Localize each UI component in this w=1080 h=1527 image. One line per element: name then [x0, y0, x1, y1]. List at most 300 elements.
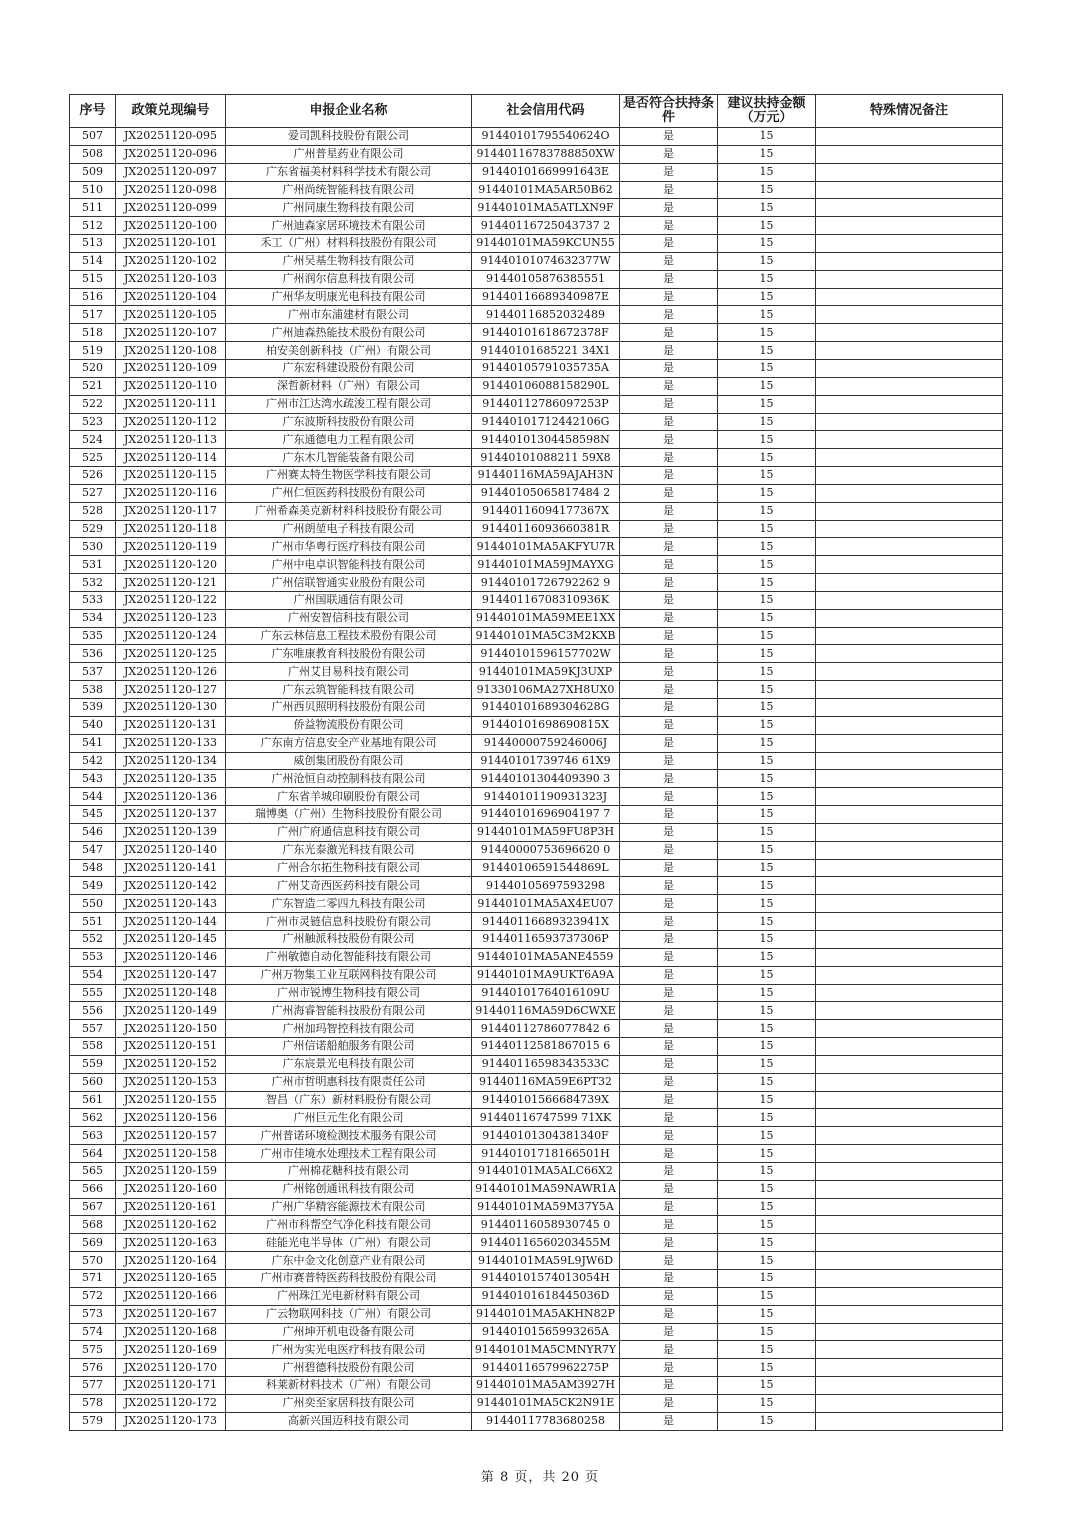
- table-row: [70, 1002, 1003, 1020]
- cell-company: 广州市江达湾水疏浚工程有限公司: [226, 395, 472, 413]
- cell-policy-code: JX20251120-143: [116, 895, 226, 913]
- cell-remark: [816, 1341, 1003, 1359]
- table-row: [70, 324, 1003, 342]
- cell-credit-code: 91440101MA59MEE1XX: [472, 609, 620, 627]
- cell-credit-code: 91440101696904197 7: [472, 806, 620, 824]
- cell-company: 广州沧恒自动控制科技有限公司: [226, 770, 472, 788]
- cell-remark: [816, 377, 1003, 395]
- cell-eligible: 是: [620, 502, 718, 520]
- cell-amount: 15: [718, 966, 816, 984]
- cell-credit-code: 91440101574013054H: [472, 1270, 620, 1288]
- cell-credit-code: 91330106MA27XH8UX0: [472, 681, 620, 699]
- cell-eligible: 是: [620, 645, 718, 663]
- cell-company: 科莱新材料技术（广州）有限公司: [226, 1377, 472, 1395]
- cell-remark: [816, 1091, 1003, 1109]
- table-row: [70, 1412, 1003, 1430]
- cell-amount: 15: [718, 1216, 816, 1234]
- cell-company: 广东波斯科技股份有限公司: [226, 413, 472, 431]
- cell-eligible: 是: [620, 324, 718, 342]
- cell-no: 578: [70, 1394, 116, 1412]
- header-eligible: 是否符合扶持条件: [620, 95, 718, 128]
- cell-eligible: 是: [620, 591, 718, 609]
- cell-no: 536: [70, 645, 116, 663]
- cell-eligible: 是: [620, 1252, 718, 1270]
- cell-amount: 15: [718, 823, 816, 841]
- table-row: [70, 502, 1003, 520]
- cell-remark: [816, 128, 1003, 146]
- cell-company: 柏安美创新科技（广州）有限公司: [226, 342, 472, 360]
- cell-policy-code: JX20251120-097: [116, 163, 226, 181]
- cell-no: 570: [70, 1252, 116, 1270]
- table-row: [70, 788, 1003, 806]
- table-row: [70, 1055, 1003, 1073]
- cell-eligible: 是: [620, 128, 718, 146]
- cell-remark: [816, 663, 1003, 681]
- cell-policy-code: JX20251120-173: [116, 1412, 226, 1430]
- cell-policy-code: JX20251120-100: [116, 217, 226, 235]
- cell-credit-code: 91440101MA5ANE4559: [472, 948, 620, 966]
- cell-amount: 15: [718, 1305, 816, 1323]
- cell-no: 573: [70, 1305, 116, 1323]
- cell-company: 广州艾奇西医药科技有限公司: [226, 877, 472, 895]
- cell-policy-code: JX20251120-133: [116, 734, 226, 752]
- table-row: [70, 467, 1003, 485]
- cell-company: 广东木几智能装备有限公司: [226, 449, 472, 467]
- cell-amount: 15: [718, 1198, 816, 1216]
- cell-credit-code: 91440101739746 61X9: [472, 752, 620, 770]
- cell-remark: [816, 1038, 1003, 1056]
- cell-company: 广州棉花糖科技有限公司: [226, 1162, 472, 1180]
- cell-no: 574: [70, 1323, 116, 1341]
- table-row: [70, 734, 1003, 752]
- cell-credit-code: 91440101669991643E: [472, 163, 620, 181]
- cell-credit-code: 91440116560203455M: [472, 1234, 620, 1252]
- table-row: [70, 1234, 1003, 1252]
- cell-policy-code: JX20251120-135: [116, 770, 226, 788]
- cell-eligible: 是: [620, 966, 718, 984]
- cell-credit-code: 91440106088158290L: [472, 377, 620, 395]
- table-row: [70, 895, 1003, 913]
- cell-amount: 15: [718, 1109, 816, 1127]
- cell-remark: [816, 752, 1003, 770]
- cell-no: 519: [70, 342, 116, 360]
- cell-remark: [816, 1055, 1003, 1073]
- table-row: [70, 1394, 1003, 1412]
- cell-policy-code: JX20251120-162: [116, 1216, 226, 1234]
- cell-policy-code: JX20251120-166: [116, 1287, 226, 1305]
- table-row: [70, 1091, 1003, 1109]
- cell-company: 广东中金文化创意产业有限公司: [226, 1252, 472, 1270]
- cell-no: 579: [70, 1412, 116, 1430]
- cell-no: 543: [70, 770, 116, 788]
- cell-no: 514: [70, 252, 116, 270]
- cell-remark: [816, 1180, 1003, 1198]
- cell-amount: 15: [718, 930, 816, 948]
- cell-remark: [816, 734, 1003, 752]
- cell-credit-code: 91440101MA59M37Y5A: [472, 1198, 620, 1216]
- table-row: [70, 252, 1003, 270]
- cell-eligible: 是: [620, 1127, 718, 1145]
- cell-amount: 15: [718, 948, 816, 966]
- table-row: [70, 163, 1003, 181]
- cell-amount: 15: [718, 574, 816, 592]
- cell-remark: [816, 1020, 1003, 1038]
- cell-no: 535: [70, 627, 116, 645]
- cell-company: 广州仁恒医药科技股份有限公司: [226, 484, 472, 502]
- cell-policy-code: JX20251120-147: [116, 966, 226, 984]
- table-row: [70, 199, 1003, 217]
- cell-remark: [816, 591, 1003, 609]
- cell-company: 广州市科帮空气净化科技有限公司: [226, 1216, 472, 1234]
- cell-eligible: 是: [620, 913, 718, 931]
- cell-no: 553: [70, 948, 116, 966]
- cell-no: 540: [70, 716, 116, 734]
- cell-credit-code: 91440116579962275P: [472, 1359, 620, 1377]
- cell-amount: 15: [718, 841, 816, 859]
- table-row: [70, 484, 1003, 502]
- cell-no: 572: [70, 1287, 116, 1305]
- cell-company: 广东智造二零四九科技有限公司: [226, 895, 472, 913]
- cell-no: 525: [70, 449, 116, 467]
- cell-policy-code: JX20251120-168: [116, 1323, 226, 1341]
- cell-remark: [816, 841, 1003, 859]
- cell-no: 529: [70, 520, 116, 538]
- cell-policy-code: JX20251120-127: [116, 681, 226, 699]
- cell-company: 广东通德电力工程有限公司: [226, 431, 472, 449]
- cell-policy-code: JX20251120-121: [116, 574, 226, 592]
- cell-no: 511: [70, 199, 116, 217]
- cell-eligible: 是: [620, 413, 718, 431]
- cell-remark: [816, 1234, 1003, 1252]
- table-header-row: [70, 95, 1003, 128]
- cell-no: 549: [70, 877, 116, 895]
- cell-amount: 15: [718, 699, 816, 717]
- cell-policy-code: JX20251120-159: [116, 1162, 226, 1180]
- table-row: [70, 1109, 1003, 1127]
- cell-remark: [816, 1127, 1003, 1145]
- cell-company: 广州赛太特生物医学科技有限公司: [226, 467, 472, 485]
- cell-no: 533: [70, 591, 116, 609]
- cell-company: 广州市赛普特医药科技股份有限公司: [226, 1270, 472, 1288]
- cell-no: 577: [70, 1377, 116, 1395]
- cell-amount: 15: [718, 895, 816, 913]
- cell-policy-code: JX20251120-151: [116, 1038, 226, 1056]
- cell-credit-code: 91440101MA59NAWR1A: [472, 1180, 620, 1198]
- cell-policy-code: JX20251120-114: [116, 449, 226, 467]
- cell-policy-code: JX20251120-163: [116, 1234, 226, 1252]
- cell-amount: 15: [718, 538, 816, 556]
- header-credit-code: 社会信用代码: [472, 95, 620, 128]
- cell-credit-code: 91440101088211 59X8: [472, 449, 620, 467]
- cell-amount: 15: [718, 788, 816, 806]
- cell-no: 513: [70, 235, 116, 253]
- table-row: [70, 538, 1003, 556]
- cell-company: 广州希森美克新材料科技股份有限公司: [226, 502, 472, 520]
- cell-company: 广州同康生物科技有限公司: [226, 199, 472, 217]
- cell-no: 538: [70, 681, 116, 699]
- cell-eligible: 是: [620, 1038, 718, 1056]
- cell-amount: 15: [718, 145, 816, 163]
- cell-credit-code: 91440101689304628G: [472, 699, 620, 717]
- cell-amount: 15: [718, 1055, 816, 1073]
- cell-policy-code: JX20251120-136: [116, 788, 226, 806]
- cell-policy-code: JX20251120-145: [116, 930, 226, 948]
- cell-amount: 15: [718, 984, 816, 1002]
- cell-amount: 15: [718, 413, 816, 431]
- cell-credit-code: 91440101565993265A: [472, 1323, 620, 1341]
- cell-amount: 15: [718, 1394, 816, 1412]
- table-row: [70, 217, 1003, 235]
- cell-eligible: 是: [620, 734, 718, 752]
- cell-eligible: 是: [620, 306, 718, 324]
- cell-eligible: 是: [620, 1341, 718, 1359]
- cell-company: 硅能光电半导体（广州）有限公司: [226, 1234, 472, 1252]
- cell-remark: [816, 449, 1003, 467]
- cell-no: 561: [70, 1091, 116, 1109]
- cell-company: 广州市佳境水处理技术工程有限公司: [226, 1145, 472, 1163]
- cell-credit-code: 91440101MA9UKT6A9A: [472, 966, 620, 984]
- header-amount: 建议扶持金额（万元）: [718, 95, 816, 128]
- cell-amount: 15: [718, 770, 816, 788]
- cell-policy-code: JX20251120-170: [116, 1359, 226, 1377]
- cell-remark: [816, 966, 1003, 984]
- cell-company: 侨益物流股份有限公司: [226, 716, 472, 734]
- cell-remark: [816, 1002, 1003, 1020]
- cell-no: 509: [70, 163, 116, 181]
- cell-eligible: 是: [620, 1002, 718, 1020]
- cell-credit-code: 91440101MA59L9JW6D: [472, 1252, 620, 1270]
- cell-policy-code: JX20251120-150: [116, 1020, 226, 1038]
- cell-eligible: 是: [620, 1180, 718, 1198]
- cell-company: 广州为实光电医疗科技有限公司: [226, 1341, 472, 1359]
- cell-no: 550: [70, 895, 116, 913]
- cell-remark: [816, 484, 1003, 502]
- cell-no: 548: [70, 859, 116, 877]
- cell-company: 广州敏德自动化智能科技有限公司: [226, 948, 472, 966]
- cell-no: 542: [70, 752, 116, 770]
- cell-amount: 15: [718, 1127, 816, 1145]
- cell-policy-code: JX20251120-112: [116, 413, 226, 431]
- cell-credit-code: 91440116747599 71XK: [472, 1109, 620, 1127]
- cell-amount: 15: [718, 1359, 816, 1377]
- cell-company: 广州加玛智控科技有限公司: [226, 1020, 472, 1038]
- cell-policy-code: JX20251120-124: [116, 627, 226, 645]
- cell-no: 558: [70, 1038, 116, 1056]
- cell-policy-code: JX20251120-148: [116, 984, 226, 1002]
- cell-policy-code: JX20251120-144: [116, 913, 226, 931]
- cell-remark: [816, 538, 1003, 556]
- cell-credit-code: 91440112581867015 6: [472, 1038, 620, 1056]
- cell-credit-code: 91440101685221 34X1: [472, 342, 620, 360]
- cell-eligible: 是: [620, 948, 718, 966]
- cell-remark: [816, 217, 1003, 235]
- cell-amount: 15: [718, 306, 816, 324]
- cell-eligible: 是: [620, 359, 718, 377]
- cell-eligible: 是: [620, 377, 718, 395]
- cell-company: 广州市东浦建材有限公司: [226, 306, 472, 324]
- table-row: [70, 1145, 1003, 1163]
- cell-policy-code: JX20251120-160: [116, 1180, 226, 1198]
- cell-company: 广州信联智通实业股份有限公司: [226, 574, 472, 592]
- cell-company: 广州碧德科技股份有限公司: [226, 1359, 472, 1377]
- cell-remark: [816, 1073, 1003, 1091]
- table-row: [70, 574, 1003, 592]
- cell-amount: 15: [718, 1162, 816, 1180]
- cell-remark: [816, 823, 1003, 841]
- cell-eligible: 是: [620, 1394, 718, 1412]
- cell-remark: [816, 1198, 1003, 1216]
- cell-amount: 15: [718, 556, 816, 574]
- table-row: [70, 128, 1003, 146]
- table-row: [70, 859, 1003, 877]
- cell-eligible: 是: [620, 841, 718, 859]
- cell-eligible: 是: [620, 484, 718, 502]
- cell-credit-code: 91440116593737306P: [472, 930, 620, 948]
- cell-company: 广州吴基生物科技有限公司: [226, 252, 472, 270]
- page-footer: 第 8 页，共 20 页: [480, 1470, 600, 1485]
- cell-amount: 15: [718, 1323, 816, 1341]
- cell-policy-code: JX20251120-140: [116, 841, 226, 859]
- cell-credit-code: 91440116783788850XW: [472, 145, 620, 163]
- cell-credit-code: 91440116725043737 2: [472, 217, 620, 235]
- cell-policy-code: JX20251120-113: [116, 431, 226, 449]
- cell-no: 530: [70, 538, 116, 556]
- cell-no: 576: [70, 1359, 116, 1377]
- cell-amount: 15: [718, 734, 816, 752]
- cell-credit-code: 91440101726792262 9: [472, 574, 620, 592]
- cell-remark: [816, 324, 1003, 342]
- cell-company: 广东云筑智能科技有限公司: [226, 681, 472, 699]
- cell-no: 534: [70, 609, 116, 627]
- cell-policy-code: JX20251120-130: [116, 699, 226, 717]
- cell-credit-code: 91440101795540624O: [472, 128, 620, 146]
- cell-no: 575: [70, 1341, 116, 1359]
- cell-amount: 15: [718, 484, 816, 502]
- cell-remark: [816, 699, 1003, 717]
- cell-eligible: 是: [620, 699, 718, 717]
- cell-remark: [816, 1359, 1003, 1377]
- cell-eligible: 是: [620, 877, 718, 895]
- cell-policy-code: JX20251120-123: [116, 609, 226, 627]
- cell-policy-code: JX20251120-107: [116, 324, 226, 342]
- cell-eligible: 是: [620, 806, 718, 824]
- cell-company: 广云物联网科技（广州）有限公司: [226, 1305, 472, 1323]
- cell-credit-code: 91440101566684739X: [472, 1091, 620, 1109]
- cell-remark: [816, 199, 1003, 217]
- table-row: [70, 806, 1003, 824]
- cell-remark: [816, 520, 1003, 538]
- cell-company: 广州珠江光电新材料有限公司: [226, 1287, 472, 1305]
- cell-company: 广州朗堃电子科技有限公司: [226, 520, 472, 538]
- cell-remark: [816, 645, 1003, 663]
- cell-policy-code: JX20251120-118: [116, 520, 226, 538]
- cell-remark: [816, 681, 1003, 699]
- header-remark: 特殊情况备注: [816, 95, 1003, 128]
- cell-amount: 15: [718, 217, 816, 235]
- cell-company: 广州普星药业有限公司: [226, 145, 472, 163]
- cell-amount: 15: [718, 199, 816, 217]
- cell-remark: [816, 1162, 1003, 1180]
- cell-company: 广州铭创通讯科技有限公司: [226, 1180, 472, 1198]
- cell-no: 552: [70, 930, 116, 948]
- cell-eligible: 是: [620, 1216, 718, 1234]
- cell-policy-code: JX20251120-157: [116, 1127, 226, 1145]
- cell-no: 560: [70, 1073, 116, 1091]
- cell-policy-code: JX20251120-115: [116, 467, 226, 485]
- cell-remark: [816, 1305, 1003, 1323]
- table-row: [70, 663, 1003, 681]
- cell-eligible: 是: [620, 1359, 718, 1377]
- cell-credit-code: 91440101MA59KCUN55: [472, 235, 620, 253]
- table-row: [70, 449, 1003, 467]
- cell-no: 547: [70, 841, 116, 859]
- cell-credit-code: 91440101MA5AR50B62: [472, 181, 620, 199]
- table-body: [70, 128, 1003, 1431]
- cell-eligible: 是: [620, 1377, 718, 1395]
- cell-company: 广州巨元生化有限公司: [226, 1109, 472, 1127]
- cell-credit-code: 91440117783680258: [472, 1412, 620, 1430]
- cell-eligible: 是: [620, 449, 718, 467]
- table-row: [70, 181, 1003, 199]
- table-row: [70, 306, 1003, 324]
- cell-credit-code: 91440101MA5AKFYU7R: [472, 538, 620, 556]
- cell-amount: 15: [718, 1020, 816, 1038]
- table-row: [70, 930, 1003, 948]
- cell-eligible: 是: [620, 574, 718, 592]
- cell-company: 广州国联通信有限公司: [226, 591, 472, 609]
- cell-eligible: 是: [620, 199, 718, 217]
- cell-no: 512: [70, 217, 116, 235]
- cell-eligible: 是: [620, 163, 718, 181]
- cell-credit-code: 91440101MA5ATLXN9F: [472, 199, 620, 217]
- cell-eligible: 是: [620, 1305, 718, 1323]
- cell-policy-code: JX20251120-169: [116, 1341, 226, 1359]
- cell-eligible: 是: [620, 681, 718, 699]
- cell-amount: 15: [718, 627, 816, 645]
- cell-remark: [816, 627, 1003, 645]
- cell-no: 566: [70, 1180, 116, 1198]
- cell-amount: 15: [718, 1073, 816, 1091]
- cell-policy-code: JX20251120-096: [116, 145, 226, 163]
- cell-amount: 15: [718, 377, 816, 395]
- cell-company: 广东南方信息安全产业基地有限公司: [226, 734, 472, 752]
- cell-company: 广州润尔信息科技有限公司: [226, 270, 472, 288]
- cell-eligible: 是: [620, 217, 718, 235]
- cell-credit-code: 91440101764016109U: [472, 984, 620, 1002]
- cell-eligible: 是: [620, 788, 718, 806]
- cell-remark: [816, 1252, 1003, 1270]
- cell-no: 516: [70, 288, 116, 306]
- cell-credit-code: 91440105791035735A: [472, 359, 620, 377]
- cell-remark: [816, 252, 1003, 270]
- cell-policy-code: JX20251120-109: [116, 359, 226, 377]
- cell-amount: 15: [718, 663, 816, 681]
- cell-credit-code: 91440101MA5ALC66X2: [472, 1162, 620, 1180]
- table-row: [70, 145, 1003, 163]
- cell-amount: 15: [718, 1180, 816, 1198]
- cell-eligible: 是: [620, 270, 718, 288]
- cell-company: 广州中电卓识智能科技有限公司: [226, 556, 472, 574]
- cell-policy-code: JX20251120-146: [116, 948, 226, 966]
- cell-no: 546: [70, 823, 116, 841]
- cell-remark: [816, 1412, 1003, 1430]
- table-row: [70, 1377, 1003, 1395]
- cell-policy-code: JX20251120-139: [116, 823, 226, 841]
- cell-amount: 15: [718, 1412, 816, 1430]
- cell-no: 568: [70, 1216, 116, 1234]
- cell-policy-code: JX20251120-155: [116, 1091, 226, 1109]
- table-row: [70, 556, 1003, 574]
